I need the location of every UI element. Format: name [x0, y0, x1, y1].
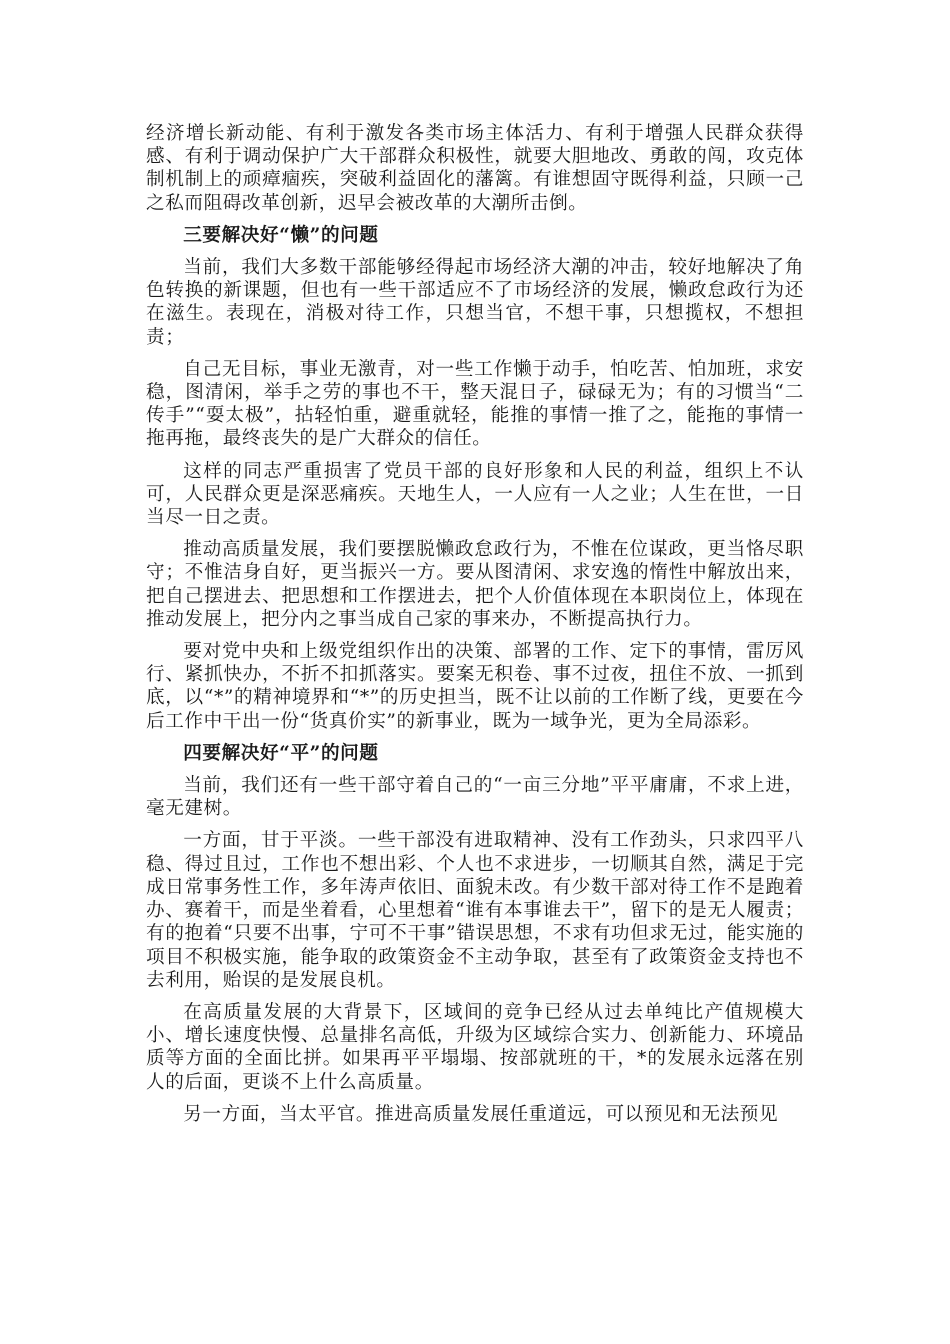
paragraph-6: 要对党中央和上级党组织作出的决策、部署的工作、定下的事情，雷厉风行、紧抓快办，不折不扣抓落实。要案无积卷、事不过夜，扭住不放、一抓到底，以“*”的精神境界和“*”的历史担当，既不让以前的工作断了线，更要在今后工作中干出一份“货真价实”的新事业，既为一域争光，更为全局添彩。: [146, 641, 804, 732]
section-heading-3: 三要解决好“懒”的问题: [183, 224, 379, 246]
paragraph-7: 当前，我们还有一些干部守着自己的“一亩三分地”平平庸庸，不求上进，毫无建树。: [146, 775, 804, 820]
section-heading-4: 四要解决好“平”的问题: [183, 742, 379, 764]
paragraph-9: 在高质量发展的大背景下，区域间的竞争已经从过去单纯比产值规模大小、增长速度快慢、总量排名高低，升级为区域综合实力、创新能力、环境品质等方面的全面比拼。如果再平平塌塌、按部就班的干，*的发展永远落在别人的后面，更谈不上什么高质量。: [146, 1001, 804, 1093]
paragraph-4: 这样的同志严重损害了党员干部的良好形象和人民的利益，组织上不认可，人民群众更是深恶痛疾。天地生人，一人应有一人之业；人生在世，一日当尽一日之责。: [146, 460, 804, 529]
paragraph-10: 另一方面，当太平官。推进高质量发展任重道远，可以预见和无法预见: [183, 1103, 779, 1125]
paragraph-1: 经济增长新动能、有利于激发各类市场主体活力、有利于增强人民群众获得感、有利于调动保护广大干部群众积极性，就要大胆地改、勇敢的闯，攻克体制机制上的顽瘴痼疾，突破利益固化的藩篱。有谁想固守既得利益，只顾一己之私而阻碍改革创新，迟早会被改革的大潮所击倒。: [146, 123, 804, 214]
paragraph-8: 一方面，甘于平淡。一些干部没有进取精神、没有工作劲头，只求四平八稳、得过且过，工作也不想出彩、个人也不求进步，一切顺其自然，满足于完成日常事务性工作，多年涛声依旧、面貌未改。有少数干部对待工作不是跑着办、赛着干，而是坐着看，心里想着“谁有本事谁去干”，留下的是无人履责；有的抱着“只要不出事，宁可不干事”错误思想，不求有功但求无过，能实施的项目不积极实施，能争取的政策资金不主动争取，甚至有了政策资金支持也不去利用，贻误的是发展良机。: [146, 830, 804, 991]
paragraph-3: 自己无目标，事业无激青，对一些工作懒于动手，怕吃苦、怕加班，求安稳，图清闲，举手之劳的事也不干，整天混日子，碌碌无为；有的习惯当“二传手”“耍太极”，拈轻怕重，避重就轻，能推的事情一推了之，能拖的事情一拖再拖，最终丧失的是广大群众的信任。: [146, 358, 804, 450]
paragraph-2: 当前，我们大多数干部能够经得起市场经济大潮的冲击，较好地解决了角色转换的新课题，但也有一些干部适应不了市场经济的发展，懒政怠政行为还在滋生。表现在，消极对待工作，只想当官，不想干事，只想揽权，不想担责；: [146, 257, 804, 348]
paragraph-5: 推动高质量发展，我们要摆脱懒政怠政行为，不惟在位谋政，更当恪尽职守；不惟洁身自好，更当振兴一方。要从图清闲、求安逸的惰性中解放出来，把自己摆进去、把思想和工作摆进去，把个人价值体现在本职岗位上，体现在推动发展上，把分内之事当成自己家的事来办，不断提高执行力。: [146, 539, 804, 630]
